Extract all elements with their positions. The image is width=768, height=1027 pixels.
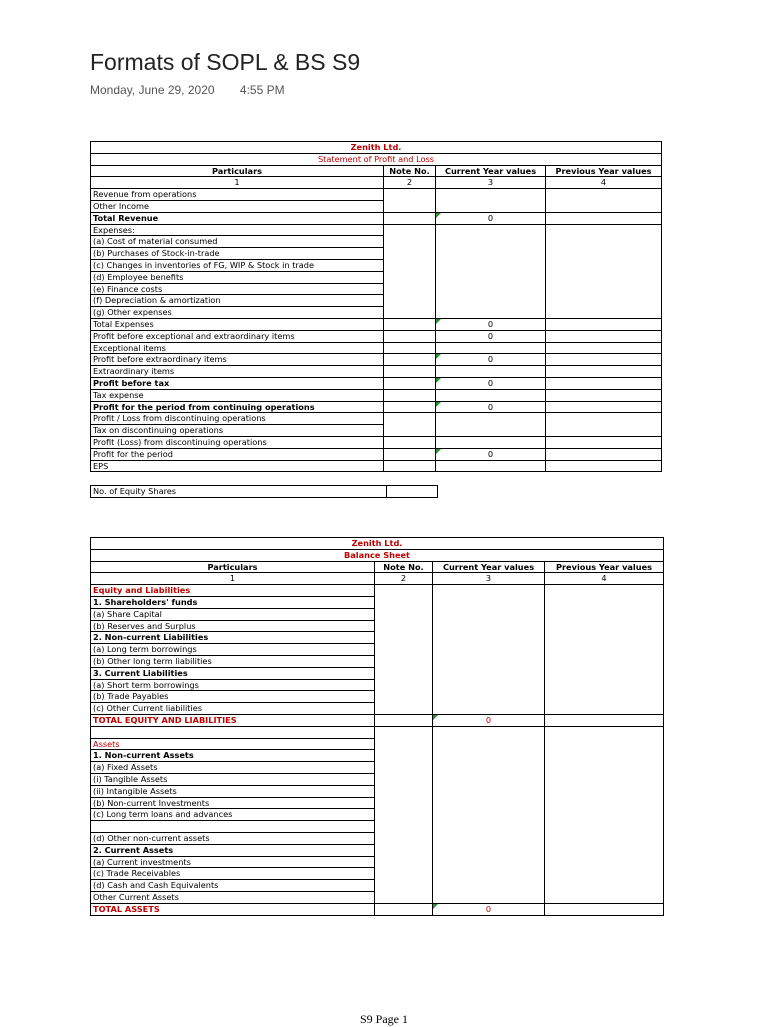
bs-row-label: (a) Fixed Assets [91,762,375,774]
bs-row-label: (c) Long term loans and advances [91,809,375,821]
bs-statement-title: Balance Sheet [91,549,664,561]
sopl-value: 0 [436,318,546,330]
sopl-value: 0 [436,212,546,224]
bs-row-label: 1. Shareholders' funds [91,596,375,608]
bs-row-label: (b) Other long term liabilities [91,655,375,667]
bs-row-label: (c) Trade Receivables [91,868,375,880]
sopl-row-label: Other Income [91,200,384,212]
sopl-value: 0 [436,448,546,460]
bs-row-label: (d) Cash and Cash Equivalents [91,880,375,892]
bs-row-label: (c) Other Current liabilities [91,703,375,715]
equity-shares-value [387,486,438,498]
sopl-row-label: Profit before exceptional and extraordinary items [91,330,384,342]
sopl-row-label: (b) Purchases of Stock-in-trade [91,248,384,260]
sopl-row-label: Profit for the period [91,448,384,460]
bs-row-label: (a) Short term borrowings [91,679,375,691]
page-footer: S9 Page 1 [360,1012,408,1026]
bs-row-label: TOTAL ASSETS [91,903,375,915]
sopl-row-label: Total Revenue [91,212,384,224]
sopl-row-label: Profit before extraordinary items [91,354,384,366]
bs-col-note: Note No. [375,561,433,573]
page-time: 4:55 PM [239,83,285,97]
sopl-value: 0 [436,401,546,413]
bs-row-label: TOTAL EQUITY AND LIABILITIES [91,714,375,726]
equity-shares-table [90,485,438,498]
sopl-row-label: Exceptional items [91,342,384,354]
bs-row-label: (b) Non-current Investments [91,797,375,809]
sopl-col-num: 3 [436,177,546,189]
bs-col-num: 4 [545,573,664,585]
bs-row-label: (a) Current investments [91,856,375,868]
bs-row-label: 3. Current Liabilities [91,667,375,679]
sopl-col-num: 4 [546,177,662,189]
bs-row-label: (ii) Intangible Assets [91,785,375,797]
balance-sheet-table [90,537,664,916]
sopl-statement-title: Statement of Profit and Loss [91,153,662,165]
bs-row-label: 2. Non-current Liabilities [91,632,375,644]
sopl-row-label: (e) Finance costs [91,283,384,295]
bs-row-label: 2. Current Assets [91,844,375,856]
bs-row-label: Other Current Assets [91,891,375,903]
sopl-col-num: 2 [384,177,436,189]
page-date: Monday, June 29, 2020 [90,83,215,97]
sopl-row-label: (a) Cost of material consumed [91,236,384,248]
bs-row-label: (d) Other non-current assets [91,832,375,844]
bs-col-num: 1 [91,573,375,585]
equity-shares-label: No. of Equity Shares [91,486,387,498]
bs-value: 0 [433,714,545,726]
bs-spacer [91,726,375,738]
sopl-col-num: 1 [91,177,384,189]
sopl-row-label: (d) Employee benefits [91,271,384,283]
sopl-row-label: Extraordinary items [91,366,384,378]
bs-row-label: (i) Tangible Assets [91,773,375,785]
bs-row-label: Equity and Liabilities [91,585,375,597]
sopl-value: 0 [436,354,546,366]
sopl-row-label: Tax on discontinuing operations [91,425,384,437]
sopl-col-note: Note No. [384,165,436,177]
bs-row-label: 1. Non-current Assets [91,750,375,762]
sopl-col-particulars: Particulars [91,165,384,177]
sopl-value: 0 [436,330,546,342]
sopl-row-label: Tax expense [91,389,384,401]
bs-col-previous: Previous Year values [545,561,664,573]
sopl-row-label: Profit for the period from continuing operations [91,401,384,413]
sopl-row-label: Revenue from operations [91,189,384,201]
bs-col-current: Current Year values [433,561,545,573]
sopl-row-label: (c) Changes in inventories of FG, WIP & Stock in trade [91,259,384,271]
sopl-row-label: (f) Depreciation & amortization [91,295,384,307]
sopl-row-label: Expenses: [91,224,384,236]
sopl-company: Zenith Ltd. [91,142,662,154]
sopl-row-label: Profit / Loss from discontinuing operations [91,413,384,425]
sopl-row-label: Profit before tax [91,377,384,389]
sopl-row-label: Profit (Loss) from discontinuing operations [91,436,384,448]
sopl-row-label: EPS [91,460,384,472]
bs-spacer [91,821,375,833]
sopl-col-previous: Previous Year values [546,165,662,177]
bs-row-label: Assets [91,738,375,750]
bs-col-num: 2 [375,573,433,585]
sopl-table [90,141,662,472]
sopl-row-label: Total Expenses [91,318,384,330]
bs-row-label: (b) Trade Payables [91,691,375,703]
bs-col-num: 3 [433,573,545,585]
bs-value: 0 [433,903,545,915]
sopl-row-label: (g) Other expenses [91,307,384,319]
sopl-col-current: Current Year values [436,165,546,177]
bs-col-particulars: Particulars [91,561,375,573]
bs-row-label: (b) Reserves and Surplus [91,620,375,632]
bs-row-label: (a) Share Capital [91,608,375,620]
sopl-value: 0 [436,377,546,389]
page-title: Formats of SOPL & BS S9 [90,49,361,75]
page-meta [90,83,307,97]
bs-company: Zenith Ltd. [91,538,664,550]
bs-row-label: (a) Long term borrowings [91,644,375,656]
